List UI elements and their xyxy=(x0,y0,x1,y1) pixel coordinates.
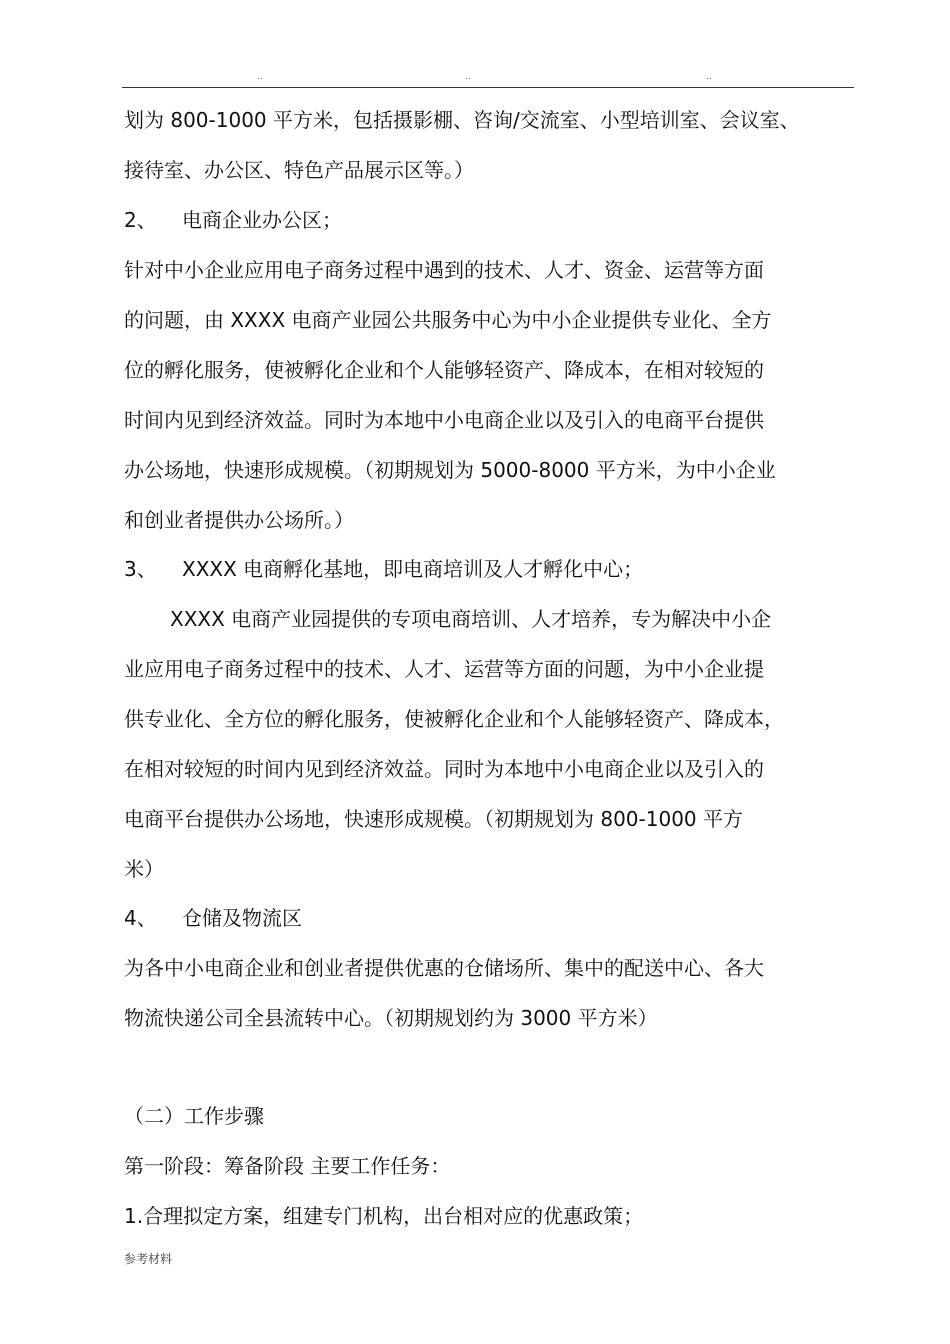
body-line: 接待室、办公区、特色产品展示区等。） xyxy=(124,158,474,182)
body-line: 针对中小企业应用电子商务过程中遇到的技术、人才、资金、运营等方面 xyxy=(124,258,764,282)
header-rule xyxy=(122,87,854,88)
body-line: 位的孵化服务，使被孵化企业和个人能够轻资产、降成本，在相对较短的 xyxy=(124,358,764,382)
footer-label: 参考材料 xyxy=(124,1252,173,1266)
subsection-heading: （二）工作步骤 xyxy=(124,1104,264,1128)
body-line: 和创业者提供办公场所。） xyxy=(124,508,354,532)
header-mark: .. xyxy=(706,72,712,82)
body-line: 供专业化、全方位的孵化服务，使被孵化企业和个人能够轻资产、降成本， xyxy=(124,707,784,731)
body-line: 1.合理拟定方案，组建专门机构，出台相对应的优惠政策； xyxy=(124,1204,644,1228)
section-number: 3、 xyxy=(124,557,157,581)
body-line: 业应用电子商务过程中的技术、人才、运营等方面的问题，为中小企业提 xyxy=(124,657,764,681)
body-line: 的问题，由 XXXX 电商产业园公共服务中心为中小企业提供专业化、全方 xyxy=(124,308,772,332)
header-mark: .. xyxy=(257,72,263,82)
section-number: 2、 xyxy=(124,208,157,232)
body-line: 第一阶段：筹备阶段 主要工作任务： xyxy=(124,1154,451,1178)
header-mark: .. xyxy=(465,72,471,82)
body-line: 在相对较短的时间内见到经济效益。同时为本地中小电商企业以及引入的 xyxy=(124,757,764,781)
section-heading-2 xyxy=(124,208,342,232)
body-line: XXXX 电商产业园提供的专项电商培训、人才培养，专为解决中小企 xyxy=(170,607,772,631)
section-title: 电商企业办公区； xyxy=(182,208,342,232)
section-number: 4、 xyxy=(124,906,157,930)
body-line: 办公场地，快速形成规模。（初期规划为 5000-8000 平方米，为中小企业 xyxy=(124,458,776,482)
body-line: 米） xyxy=(124,857,164,881)
body-line: 电商平台提供办公场地，快速形成规模。（初期规划为 800-1000 平方 xyxy=(124,807,744,831)
body-line: 划为 800-1000 平方米，包括摄影棚、咨询/交流室、小型培训室、会议室、 xyxy=(124,108,800,132)
section-title: XXXX 电商孵化基地，即电商培训及人才孵化中心； xyxy=(182,557,644,581)
body-line: 为各中小电商企业和创业者提供优惠的仓储场所、集中的配送中心、各大 xyxy=(124,956,764,980)
section-title: 仓储及物流区 xyxy=(182,906,302,930)
body-line: 物流快递公司全县流转中心。（初期规划约为 3000 平方米） xyxy=(124,1006,658,1030)
section-heading-3 xyxy=(124,557,643,581)
body-line: 时间内见到经济效益。同时为本地中小电商企业以及引入的电商平台提供 xyxy=(124,408,764,432)
section-heading-4 xyxy=(124,906,302,930)
